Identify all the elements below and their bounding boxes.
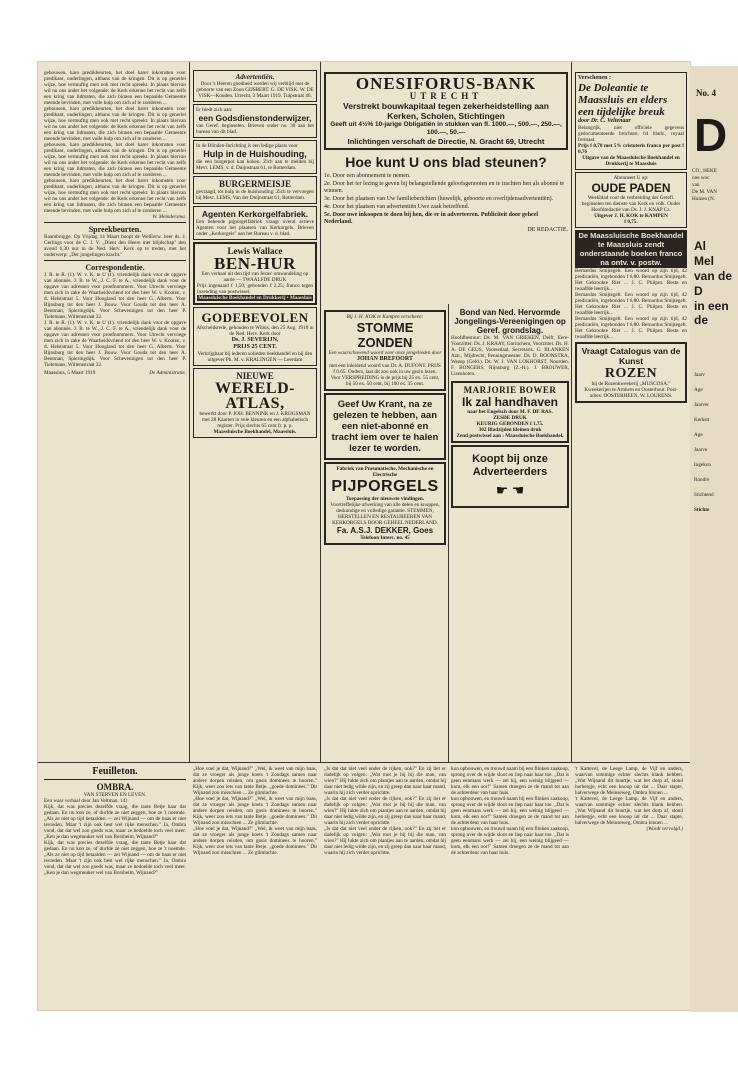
strip-line: Stichte <box>694 507 710 513</box>
onesiforus-bonds: Geeft uit 4½% 10-jarige Obligatiën in stukken van fl. 1000.—, 500.—, 250.—, 100.—, 50.— <box>330 121 562 136</box>
feuilleton-heading: Feuilleton. <box>92 766 138 777</box>
footer-line <box>44 370 186 376</box>
godebevolen-publisher: Verkrijgbaar bij iederen solieden boekhandel en bij den uitgever Ph. M. v. KRALINGEN — Leerdam <box>197 351 313 363</box>
strip-line: Jaarve <box>694 447 708 453</box>
feuilleton-text: „Is dat dat niet veel onder de rijken, ook?" En zij liet er dadelijk op volgen: „Wat mot je bij bij die man, van wien?" Hij lukte zich om plantjes aan te aarden, omdat hij daar niet ledig wilde zijn, en zij greep dan naar haar mand, waarin hij zich verder oprichtte. <box>324 796 446 826</box>
verschenen-publisher: Uitgave van de Maassluische Boekhandel en Drukkerij te Maassluis <box>582 155 680 167</box>
feuilleton-text: kon opbouwen, en trouwd naam bij een flinken zaakoop, sprong over de wijde sloot en liep naar haar toe. „Dat is geen eenmans werk — zei hij, een weinig blijgeed — kom, elk een oor!" Samen droegen ze de mand tot aan de achterdeur van haar huis. <box>451 796 569 826</box>
feuilleton-text: „Is dat dat niet veel onder de rijken, ook?" En zij liet er dadelijk op volgen: „Wat mot je bij bij die man, van wien?" Hij lukte zich om plantjes aan te aarden, omdat hij daar niet ledig wilde zijn, en zij greep dan naar haar mand, waarin hij zich verder oprichtte. <box>324 766 446 796</box>
strip-line: van de <box>694 269 733 283</box>
feuilleton-col-1 <box>44 766 186 876</box>
feuilleton-end-note: (Wordt vervolgd.) <box>646 826 683 832</box>
strip-label: No. 4 <box>696 88 716 98</box>
bond-ad <box>451 308 569 377</box>
strip-line: Mel <box>694 254 715 268</box>
ads-column <box>193 68 317 760</box>
pijporgels-pre: Fabriek van Pneumatische, Mechanische en Electrische <box>336 466 434 478</box>
feuilleton-col-4 <box>451 766 569 856</box>
strip-line: Kerkstr <box>694 417 710 423</box>
feuilleton-story-title: OMBRA. <box>96 782 134 792</box>
stomme-text: met een inleidend woord van Dr. A. DUFONT. PRIJS f 0.65. Ouders, laat dit zoo ook in uw gezin lezen. Voor VERSPREIDING is de prijs bij 25 ex. 55 cent, bij 50 ex. 50 cent, bij 100 ex. 35 cent. <box>329 363 441 387</box>
strip-line: D <box>694 284 703 298</box>
atlas-text: bewerkt door P. JOH. BENNINK en J. KRIJGSMAN met 28 Kaarten in vele kleuren en een alphabetisch register. Prijs slechts 65 cent fr. p. p. <box>199 411 311 429</box>
feuilleton-divider <box>38 762 690 763</box>
feuilleton-text: Kijk, dat was precies dezelfde vraag, die tante Betje haar dat gedaan. En nu kon ze, of durfde ze niet zeggen, hoe ze 't noemde. „Als ze niet op tijd betaalden — zei Wijnand — om de baas er niet tevreden. Maar 't zijn ook best wel rijke menschen." Ja, Ombra vond, dat dat wel zoo goeds was, maar ze bedoelde toch veel meer. „Ken je dan wegmuuker wel van Borsheim, Wijnand?" <box>44 804 186 840</box>
strip-big-letter: D <box>694 109 728 161</box>
strip-text-2 <box>690 328 738 517</box>
benhur-subtitle: Een verhaal uit den tijd van Jezus' omwandeling op aarde — TWAALFDE DRUK <box>201 271 309 283</box>
hoe-kunt-title: Hoe kunt U ons blad steunen? <box>345 154 547 170</box>
stomme-author: JOHAN BREFOORT <box>357 356 413 362</box>
oude-paden-price: f 0,75. <box>624 219 638 225</box>
marjorie-pages: 302 Bladzijden kleinen druk <box>478 427 542 433</box>
strip-line: Age <box>694 387 703 393</box>
burgermeisje-text: gevraagd, tot hulp in de huishouding. Zich te vervoegen bij Mevr. LEMS, Van der Duijnstraat 61, Rotterdam. <box>196 189 314 201</box>
rozen-title: ROZEN <box>604 366 658 381</box>
feuilleton-text: kon opbouwen, en trouwd naam bij een flinken zaakoop, sprong over de wijde sloot en liep naar haar toe. „Dat is geen eenmans werk — zei hij, een weinig blijgeed — kom, elk een oor!" Samen droegen ze de mand tot aan de achterdeur van haar huis. <box>451 826 569 856</box>
column-divider <box>189 62 190 762</box>
marjorie-edition: ZESDE DRUK <box>493 415 527 421</box>
godsdienst-text: van Geref. beginselen. Brieven onder no. 30 aan het bureau van dit blad. <box>196 123 314 135</box>
marjorie-title: Ik zal handhaven <box>461 395 559 409</box>
maassluische-text: Bernardus Smijtegelt. Een woord op zijn tijd, 42 predicatiën, ingebonden f 6,80. Bernardus Smijtegelt. Het Gekrookte Riet ... J. C. Philpot. Beste en twaalfde leerrijk... <box>575 268 687 292</box>
atlas-ad <box>193 368 317 438</box>
feuilleton-col-3 <box>324 766 446 856</box>
godsdienst-intro: Er biedt zich aan: <box>196 107 233 113</box>
pijporgels-text: Voortreffelijke afwerking van alle delen en knoppen, deskundige en volledige garantie. STEMMEN, HERSTELLEN EN RESTAUREEREN VAN KERKORGELS DOOR GEHEEL NEDERLAND. <box>330 502 440 526</box>
hulp-heading: Hulp in de Huishouding, <box>203 149 307 159</box>
newspaper-page <box>38 62 690 1010</box>
strip-text <box>690 162 738 209</box>
feuilleton-col-5 <box>575 766 683 832</box>
burgermeisje-heading: BURGERMEISJE <box>218 179 291 189</box>
oude-paden-text: Weekblad voor de verbreiding der Gerefl. beginselen ten dienste van Kerk en volk. Onder Hoofdredactie van Ds. J. J. KNAP Cz. <box>581 195 681 213</box>
godebevolen-ad <box>193 307 317 366</box>
hoe-kunt-item: 1e. Door een abonnement te nemen. <box>324 173 411 179</box>
marjorie-order: Zend postwissel aan : Maassluische Boekhandel. <box>456 433 564 439</box>
strip-line: in een de <box>694 299 729 327</box>
maassluische-ad <box>575 230 687 340</box>
strip-line: De M. VAN <box>692 189 718 195</box>
column-divider <box>448 304 449 762</box>
stomme-subtitle: Een waarschuwend woord voor onze jongelieden door <box>328 350 442 356</box>
spreekbeurten-heading: Spreekbeurten. <box>88 225 142 234</box>
hulp-ad <box>193 140 317 174</box>
feuilleton-note: Een waar verhaal door Jan Veltman. 14) <box>44 798 128 804</box>
right-ads-column <box>575 70 687 760</box>
bank-and-support-block <box>324 70 568 304</box>
onesiforus-body: Verstrekt bouwkapitaal tegen zekerheidstelling aan Kerken, Scholen, Stichtingen <box>343 101 549 121</box>
burgermeisje-ad <box>193 176 317 204</box>
birth-ad-text: Door 's Heeren goedheid werden wij verblijd met de geboorte van een Zoon GIJSBERT. G. DE VISK. W. DE VISK—Kouden. Utrecht, 3 Maart 1919. Tulpstraat 40. <box>196 81 314 99</box>
column-divider <box>571 62 572 762</box>
left-article-column <box>44 70 186 760</box>
pijporgels-company: Fa. A.S.J. DEKKER, Goes <box>336 526 434 535</box>
divider <box>44 260 186 261</box>
marjorie-subtitle: naar het Engelsch door M. F. DE RAS. <box>467 409 553 415</box>
strip-line: one woc <box>692 175 710 181</box>
feuilleton-section <box>44 766 684 1006</box>
atlas-pre: NIEUWE <box>236 371 274 381</box>
kerkorgel-text: Een bekende pijporgelfabriek vraagt overal actieve Agenten voor het plaatsen van Kerkorgels. Brieven onder „Kerkorgels" aan het Bureau v. d. blad. <box>196 219 314 237</box>
feuilleton-text: „Hoe voel je dat, Wijnand?" „Wel, ik weet van mijn baas, dat ze vroeger als jonge koets 't Zondags samen naar andere dorpen reisden, om gosis dominees te hooren." Kijk, weer zoo iets van tante Betje. „goede dominees." Dit Wijnand zon misschien ... Ze glimlachte. <box>193 796 317 826</box>
marjorie-ad <box>451 381 569 443</box>
verschenen-author: door Dr. C. Veltenaar <box>578 118 631 124</box>
verschenen-price: Prijs f 0,70 met 5% cristoteris franco per post f 0,76 <box>578 143 684 155</box>
stomme-title: STOMME ZONDEN <box>356 320 414 350</box>
maassluische-text-repeat: Bernardus Smijtegelt. Een woord op zijn tijd, 42 predicatiën, ingebonden f 6,80. Bernardus Smijtegelt. Het Gekrookte Riet ... J. C. Philpot. Beste en twaalfde leerrijk... <box>575 292 687 316</box>
geef-krant-ad <box>324 393 446 460</box>
strip-line: Jaarv <box>694 372 705 378</box>
feuilleton-subtitle: VAN STERVEN EN LEVEN. <box>83 792 147 798</box>
pointing-hand-icon: ☛ ☚ <box>495 484 525 499</box>
benhur-price: Prijs ingenaaid f 1,50; gebonden f 2,25; franco tegen inzending van postwissel. <box>197 283 313 295</box>
rozen-text: bij de Rozenkweekerij „MUSCOSA." Kweekerijen te Arnhem en Oosterhout. Post-adres: OOSTERHEEN, W. LOURENS. <box>584 381 678 399</box>
strip-line: Huizen (N. <box>692 196 716 202</box>
strip-line: Jaarver <box>694 402 709 408</box>
feuilleton-text: „Hoe voel je dat, Wijnand?" „Wel, ik weet van mijn baas, dat ze vroeger als jonge koets 't Zondags samen naar andere dorpen reisden, om gosis dominees te hooren." Kijk, weer zoo iets van tante Betje. „goede dominees." Dit Wijnand zon misschien ... Ze glimlachte. <box>193 826 317 856</box>
oude-paden-title: OUDE PADEN <box>591 181 671 195</box>
divider <box>44 779 186 780</box>
onesiforus-contact: Inlichtingen verschaft de Directie, N. Gracht 69, Utrecht <box>347 137 545 146</box>
benhur-ad <box>193 242 317 305</box>
strip-line: Age <box>694 432 703 438</box>
middle-ads-column <box>324 308 446 760</box>
correspondentie-text: J. R. te R. (1). W. v. K. te U (1). vriendelijk dank voor de opgave van abonnés. J. B. te W., J. C. F. te A., vriendelijk dank voor de opgave van adressen voor proefnummers. Voor Utrecht vervoege men zich in zake de Waarheidsvriend tot den heer W. v. Kooten, v. d. Helststraat 5. Voor Hoogland tot den heer G. Alberts. Voor Rijnsburg tot den heer J. Bouw. Voor Gouda tot den heer A. Bentman, Spieringdijk. Voor Scheveningen tot den heer P. Tielemans, Willemstraat 32. <box>44 272 186 320</box>
feuilleton-text: 't Kattevel, de Leege Lamp, de Vijf en anders, waarvan sommige echter slechts klank hebben. „Wat Wijnand dit buurtje, wat het dorp af, stond herbergje, echt een knoop uit dat ... Daar stapte, halverwege de Meinseweg, Ombra binnen ... <box>575 796 683 826</box>
feuilleton-text: 't Kattevel, de Leege Lamp, de Vijf en anders, waarvan sommige echter slechts klank hebben. „Wat Wijnand dit buurtje, wat het dorp af, stond herbergje, echt een knoop uit dat ... Daar stapte, halverwege de Meinseweg, Ombra binnen ... <box>575 766 683 796</box>
hulp-text: die een burgerpot kan koken. Zich aan te melden bij Mevr. LEMS, v. d. Duijnstraat 61, te Rotterdam. <box>196 159 314 171</box>
pijporgels-phone: Telefoon Interc. no. 45 <box>360 535 410 541</box>
feuilleton-text: kon opbouwen, en trouwd naam bij een flinken zaakoop, sprong over de wijde sloot en liep naar haar toe. „Dat is geen eenmans werk — zei hij, een weinig blijgeed — kom, elk een oor!" Samen droegen ze de mand tot aan de achterdeur van haar huis. <box>451 766 569 796</box>
adjacent-page-strip <box>690 66 738 1012</box>
footer-place-date: Maassluis, 5 Maart 1919 <box>44 370 96 376</box>
article-text-repeat: gebouwen, haro predikbeurten, het doel harer inkomsten voor predikant, ouderlingen, althans van de kringen. Dit is op generlei wijze, hoe vermuftig men ook met recht spreekt. In plaats hiervan wil nu ons ander het volgende: de Kerk erkenne het recht van zelfs een kring van lidmaten, die zich binnen een bepaalde Gemeente meende bevinden, met volle hulp om zich af te zonderen ... <box>44 178 186 214</box>
kerkorgel-heading: Agenten Kerkorgelfabriek. <box>201 209 309 219</box>
pijporgels-ad <box>324 462 446 545</box>
spreekbeurten-text: Baambrugge. Op Vrijdag 14 Maart hoopt de WelEerw. heer ds. J. Gerlings voor de C. J. V. „Dient den Heere met blijdschap" den avond 6,30 uur in de Ned. Herv. Kerk op te treden, met het onderwerp: „Der jongelingen kracht." <box>44 234 186 258</box>
atlas-title: WERELD-ATLAS, <box>215 380 295 412</box>
hoe-kunt-item: 3e. Door het plaatsen van Uw familieberichten (huwelijk, geboorte en overlijdensadvertentiën). <box>324 196 554 202</box>
pijporgels-subtitle: Toepassing der nieuwste vindingen. <box>345 496 425 502</box>
benhur-author: Lewis Wallace <box>227 246 283 256</box>
bond-text: Hoofdbestuur: Ds. M. VAN GRIEKEN, Delft, Eere-Voorzitter. Ds. J. KRAAY, Gorinchem, Voorzitter. Ds. H. A. DE GEUS, Voorsedaal, Secretaris. G. BLANKEN Azn., Mijdrecht, Penningmeester. Ds. D. BOONSTRA, Wezep (Geld.). Ds. W. J. VAN LOKHORST, Noorden. F. BONGERS, Rijnsburg (Z.-H.). J. BROUWER, Lisenhoten. <box>451 335 569 377</box>
feuilleton-text: „Hoe voel je dat, Wijnand?" „Wel, ik weet van mijn baas, dat ze vroeger als jonge koets 't Zondags samen naar andere dorpen reisden, om gosis dominees te hooren." Kijk, weer zoo iets van tante Betje. „goede dominees." Dit Wijnand zon misschien ... Ze glimlachte. <box>193 766 317 796</box>
stomme-zonden-ad <box>324 310 446 391</box>
correspondentie-heading: Correspondentie. <box>85 263 145 272</box>
koopt-text: Koopt bij onze Adverteerders <box>472 453 548 478</box>
strip-line: Ingekon <box>694 462 711 468</box>
feuilleton-col-2 <box>193 766 317 856</box>
maassluische-title: De Maassluische Boekhandel te Maassluis zendt onderstaande boeken franco na ontv. v. postw. <box>575 230 687 268</box>
stomme-pre: Bij J. H. KOK te Kampen verscheen: <box>346 314 424 320</box>
geef-krant-text: Geef Uw Krant, na ze gelezen te hebben, aan een niet-abonné en tracht iem over te halen lezer te worden. <box>331 399 439 454</box>
birth-ad <box>193 70 317 102</box>
atlas-publisher: Maassluische Boekhandel, Maassluis. <box>213 429 297 435</box>
godebevolen-author: Ds. J. SEVERIJN, <box>231 337 279 343</box>
strip-line: van <box>692 182 700 188</box>
article-signature: W. Meindersma. <box>152 214 186 220</box>
benhur-publisher: Maassluische Boekhandel en Drukkerij • Maassluis <box>198 295 312 301</box>
strip-heading <box>690 209 738 327</box>
hoe-kunt-list <box>324 173 568 226</box>
godebevolen-text: Afscheidsrede, gehouden te Wilnis, den 25 Aug. 1918 in de Ned. Herv. Kerk door <box>196 325 314 337</box>
middle-ads-column-2 <box>451 308 569 760</box>
feuilleton-text: „Is dat dat niet veel onder de rijken, ook?" En zij liet er dadelijk op volgen: „Wat mot je bij bij die man, van wien?" Hij lukte zich om plantjes aan te aarden, omdat hij daar niet ledig wilde zijn, en zij greep dan naar haar mand, waarin hij zich verder oprichtte. <box>324 826 446 856</box>
marjorie-price: KEURIG GEBONDEN f 1.75. <box>476 421 544 427</box>
godebevolen-title: GODEBEVOLEN <box>201 310 309 325</box>
divider <box>44 222 186 223</box>
hoe-kunt-item: 4e. Door het plaatsen van advertentiën Uwe zaak betreffend. <box>324 204 470 210</box>
advertenties-heading: Advertentiën. <box>235 73 275 81</box>
hoe-kunt-signed: DE REDACTIE. <box>527 227 568 233</box>
godsdienst-heading: een Godsdienstonderwijzer, <box>198 113 312 123</box>
maassluische-text-repeat: Bernardus Smijtegelt. Een woord op zijn tijd, 42 predicatiën, ingebonden f 6,80. Bernardus Smijtegelt. Het Gekrookte Riet ... J. C. Philpot. Beste en twaalfde leerrijk... <box>575 316 687 340</box>
onesiforus-city: UTRECHT <box>409 91 483 101</box>
strip-line: CO., HEKE <box>692 168 717 174</box>
rozen-pre: Vraagt Catalogus van de Kunst <box>581 346 681 366</box>
hoe-kunt-item: 5e. Door uwe inkoopen te doen bij hen, die er in adverteeren. Publiciteit door geheel Nederland. <box>324 212 539 225</box>
verschenen-title: De Doleantie te Maassluis en elders een tijdelijke breuk <box>578 82 668 118</box>
column-divider <box>320 62 321 762</box>
verschenen-ad <box>575 72 687 170</box>
hoe-kunt-item: 2e. Door het ter lezing te geven bij belangstellende geloofsgenooten en te trachten hen als abonné te winnen. <box>324 181 565 194</box>
correspondentie-text-repeat: J. R. te R. (1). W. v. K. te U (1). vriendelijk dank voor de opgave van abonnés. J. B. te W., J. C. F. te A., vriendelijk dank voor de opgave van adressen voor proefnummers. Voor Utrecht vervoege men zich in zake de Waarheidsvriend tot den heer W. v. Kooten, v. d. Helststraat 5. Voor Hoogland tot den heer G. Alberts. Voor Rijnsburg tot den heer J. Bouw. Voor Gouda tot den heer A. Bentman, Spieringdijk. Voor Scheveningen tot den heer P. Tielemans, Willemstraat 32. <box>44 320 186 368</box>
rozen-ad <box>575 342 687 403</box>
pijporgels-title: PIJPORGELS <box>331 478 439 495</box>
article-text-repeat: gebouwen, haro predikbeurten, het doel harer inkomsten voor predikant, ouderlingen, althans van de kringen. Dit is op generlei wijze, hoe vermuftig men ook met recht spreekt. In plaats hiervan wil nu ons ander het volgende: de Kerk erkenne het recht van zelfs een kring van lidmaten, die zich binnen een bepaalde Gemeente meende bevinden, met volle hulp om zich af te zonderen ... <box>44 106 186 142</box>
hulp-intro: In de Blinden-Inrichting is een ledige plaats voor <box>196 143 298 149</box>
oude-paden-ad <box>575 172 687 228</box>
oude-paden-publisher: Uitgever J. H. KOK te KAMPEN <box>594 213 668 219</box>
bond-title: Bond van Ned. Hervormde Jongelings-Vereenigingen op Geref. grondslag. <box>454 308 566 335</box>
article-text-repeat: gebouwen, haro predikbeurten, het doel harer inkomsten voor predikant, ouderlingen, althans van de kringen. Dit is op generlei wijze, hoe vermuftig men ook met recht spreekt. In plaats hiervan wil nu ons ander het volgende: de Kerk erkenne het recht van zelfs een kring van lidmaten, die zich binnen een bepaalde Gemeente meende bevinden, met volle hulp om zich af te zonderen ... <box>44 142 186 178</box>
strip-line: Rondre <box>694 477 710 483</box>
godebevolen-price: PRIJS 25 CENT. <box>233 344 277 350</box>
feuilleton-text: Kijk, dat was precies dezelfde vraag, die tante Betje haar dat gedaan. En nu kon ze, of durfde ze niet zeggen, hoe ze 't noemde. „Als ze niet op tijd betaalden — zei Wijnand — om de baas er niet tevreden. Maar 't zijn ook best wel rijke menschen." Ja, Ombra vond, dat dat wel zoo goeds was, maar ze bedoelde toch veel meer. „Ken je dan wegmuuker wel van Borsheim, Wijnand?" <box>44 840 186 876</box>
onesiforus-ad <box>324 72 568 150</box>
benhur-title: BEN-HUR <box>214 254 296 273</box>
strip-line: Stichtend <box>694 492 714 498</box>
kerkorgel-ad <box>193 206 317 240</box>
strip-line: Al <box>694 239 706 253</box>
onesiforus-title: ONESIFORUS-BANK <box>355 74 537 93</box>
godsdienst-ad <box>193 104 317 138</box>
oude-paden-pre: Abonneert U op: <box>613 175 649 181</box>
koopt-ad <box>451 445 569 508</box>
article-text: gebouwen, haro predikbeurten, het doel harer inkomsten voor predikant, ouderlingen, althans van de kringen. Dit is op generlei wijze, hoe vermuftig men ook met recht spreekt. In plaats hiervan wil nu ons ander het volgende: de Kerk erkenne het recht van zelfs een kring van lidmaten, die zich binnen een bepaalde Gemeente meende bevinden, met volle hulp om zich af te zonderen ... <box>44 70 186 106</box>
verschenen-text: Belangrijk, niet officiele gegevens gedocumenteerde brochure, 64 bladz., royaal formaat. <box>578 125 684 143</box>
marjorie-author: MARJORIE BOWER <box>463 385 557 395</box>
footer-admin: De Administratie. <box>149 370 186 376</box>
verschenen-pre: Verschenen : <box>578 75 611 81</box>
